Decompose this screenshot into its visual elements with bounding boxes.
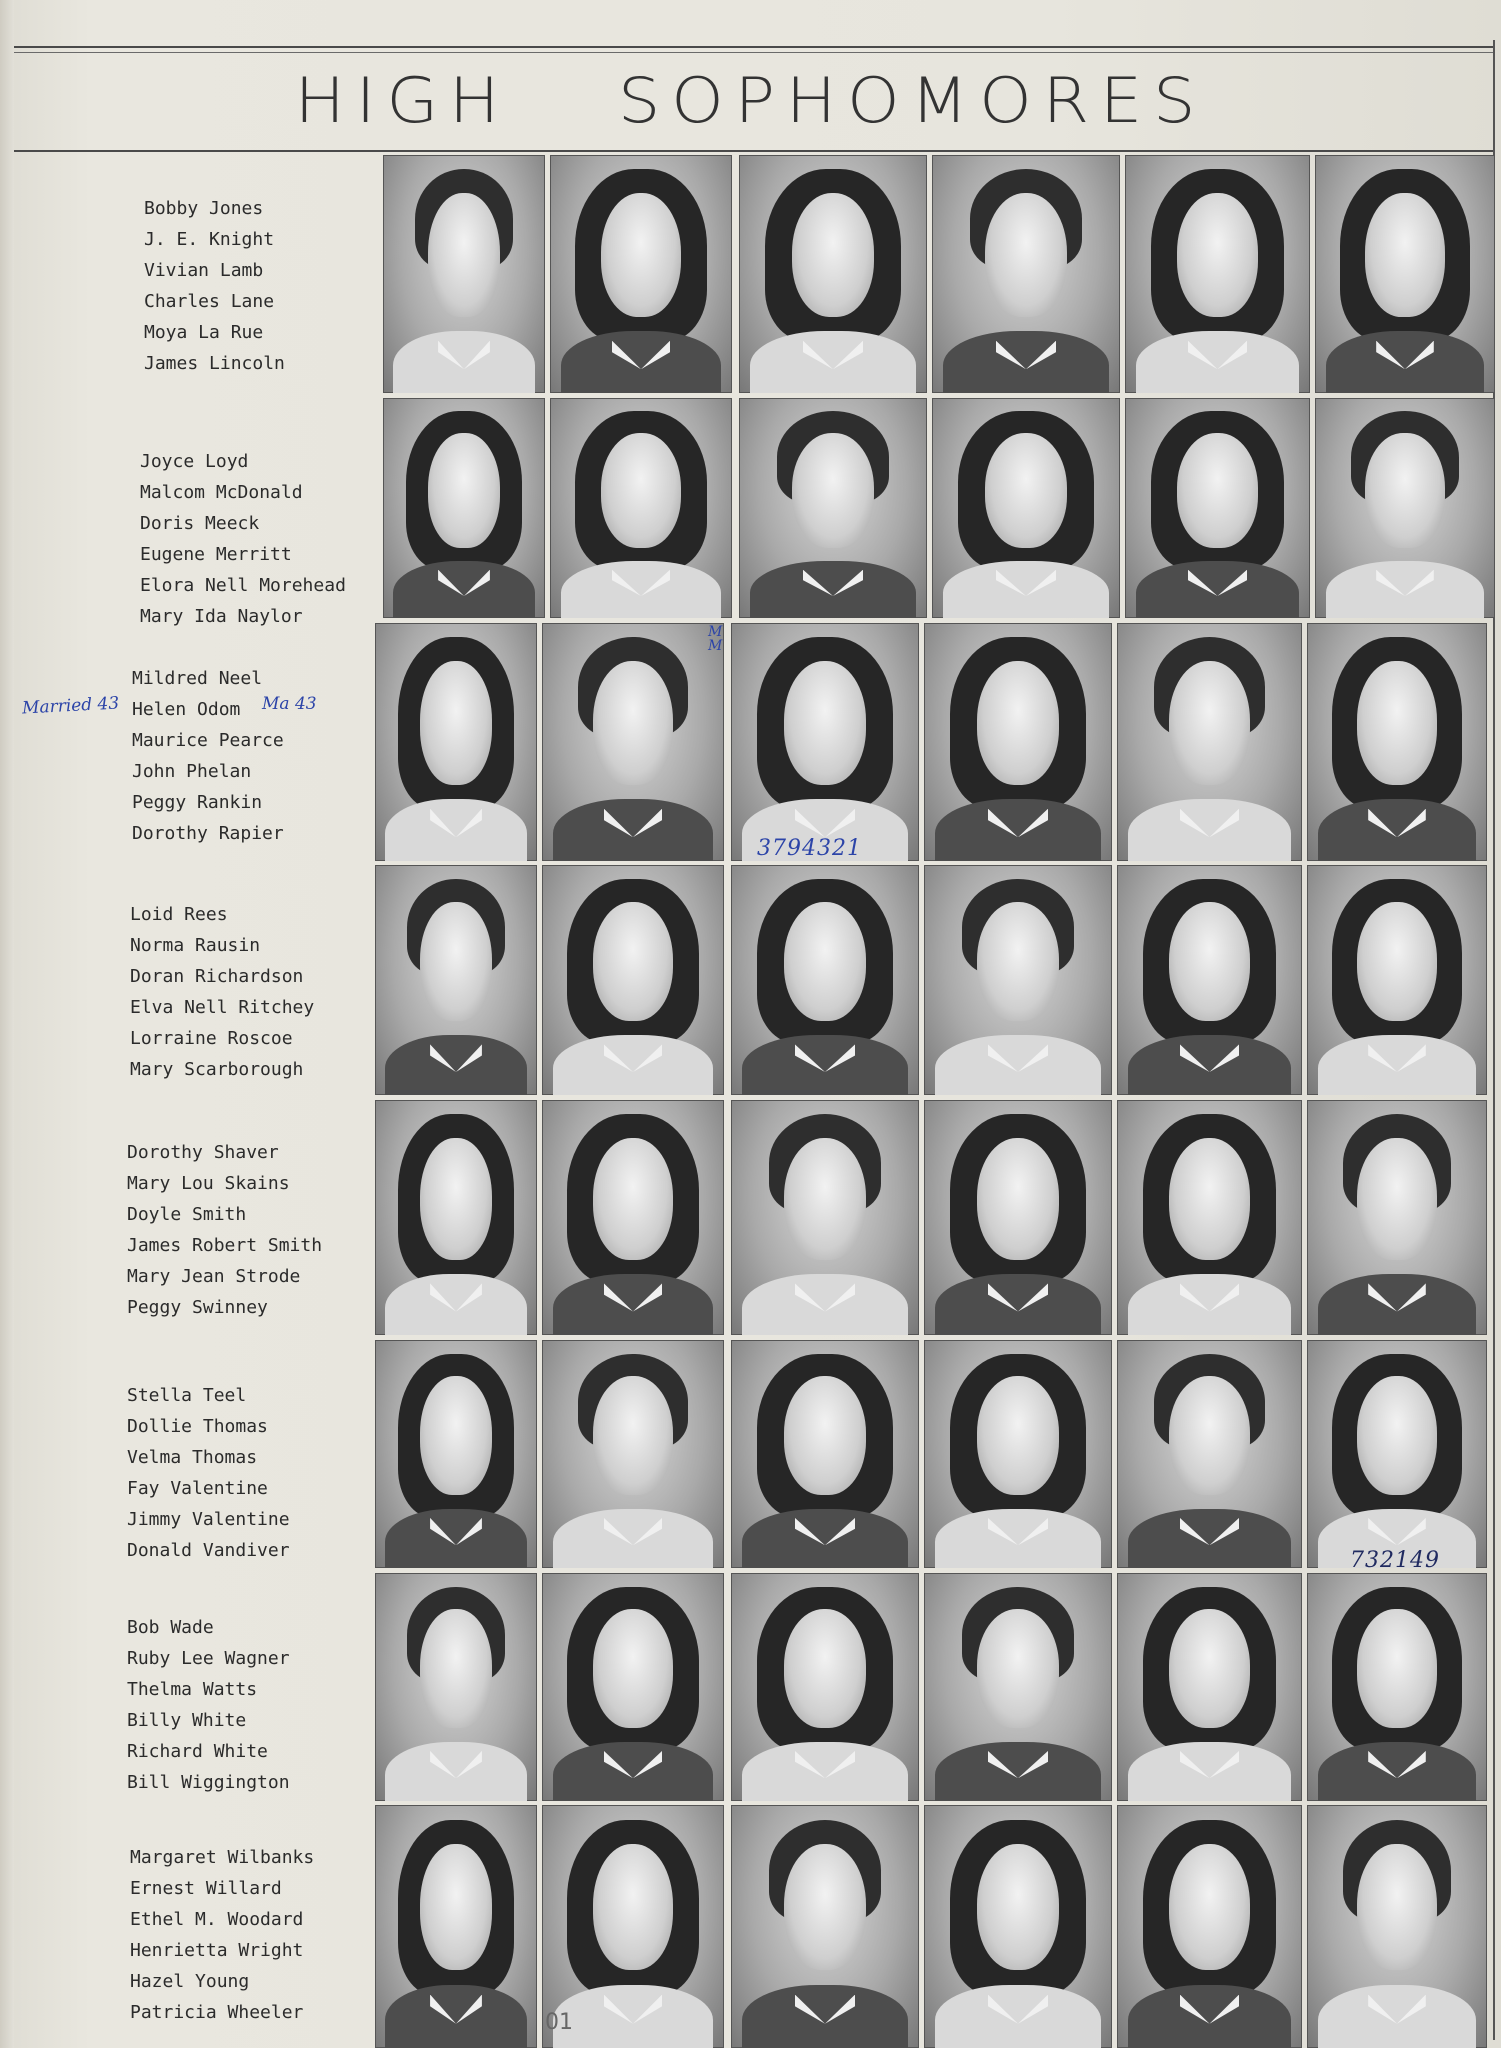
portrait-face	[792, 433, 875, 547]
portrait-face	[593, 1138, 673, 1260]
portrait-face	[1357, 1376, 1436, 1495]
portrait-shoulders	[553, 1985, 713, 2048]
student-portrait	[383, 155, 545, 393]
student-portrait	[375, 865, 537, 1095]
name-list-group	[127, 1137, 377, 1323]
portrait-face	[593, 1376, 673, 1495]
portrait-shoulders	[742, 1742, 907, 1801]
handwritten-note-mm: M M	[708, 624, 723, 654]
portrait-face	[593, 902, 673, 1022]
student-name: Lorraine Roscoe	[130, 1028, 293, 1049]
portrait-shoulders	[935, 1985, 1100, 2048]
handwritten-note-ma: Ma 43	[262, 694, 317, 714]
portrait-face	[792, 193, 875, 317]
student-name: Margaret Wilbanks	[130, 1847, 315, 1868]
portrait-shoulders	[385, 1509, 528, 1568]
student-name: Jimmy Valentine	[127, 1509, 290, 1530]
portrait-shoulders	[1326, 561, 1484, 618]
student-portrait	[1315, 398, 1495, 618]
student-name: Doyle Smith	[127, 1204, 247, 1225]
portrait-shoulders	[742, 1274, 907, 1335]
student-name: Dollie Thomas	[127, 1416, 268, 1437]
student-portrait	[731, 865, 919, 1095]
student-name: Loid Rees	[130, 904, 228, 925]
student-portrait	[1117, 1805, 1302, 2048]
student-name: Patricia Wheeler	[130, 2002, 304, 2023]
header-bottom-rule	[14, 150, 1495, 152]
portrait-shoulders	[393, 561, 536, 618]
student-portrait	[924, 623, 1112, 861]
portrait-face	[1169, 1138, 1250, 1260]
name-list-group	[130, 1842, 380, 2028]
student-name: Peggy Rankin	[132, 792, 263, 813]
student-name: Mary Ida Naylor	[140, 606, 303, 627]
portrait-shoulders	[561, 331, 721, 393]
student-portrait	[924, 1100, 1112, 1335]
portrait-shoulders	[553, 1274, 713, 1335]
student-name: Dorothy Rapier	[132, 823, 284, 844]
portrait-face	[1169, 1609, 1250, 1728]
student-portrait	[1307, 623, 1487, 861]
portrait-face	[784, 1609, 867, 1728]
student-name: Elora Nell Morehead	[140, 575, 346, 596]
portrait-shoulders	[553, 1509, 713, 1568]
student-portrait	[542, 1573, 724, 1801]
portrait-face	[428, 433, 499, 547]
portrait-face	[420, 661, 491, 785]
portrait-face	[784, 661, 867, 785]
student-name: Fay Valentine	[127, 1478, 268, 1499]
portrait-face	[1169, 1844, 1250, 1970]
portrait-face	[977, 1844, 1060, 1970]
student-name: Hazel Young	[130, 1971, 250, 1992]
portrait-face	[977, 1138, 1060, 1260]
portrait-shoulders	[1128, 1985, 1291, 2048]
portrait-shoulders	[1128, 799, 1291, 861]
portrait-face	[977, 902, 1060, 1022]
portrait-face	[985, 193, 1068, 317]
student-name: Stella Teel	[127, 1385, 247, 1406]
student-name: Bill Wiggington	[127, 1772, 290, 1793]
student-portrait	[731, 1340, 919, 1568]
portrait-face	[1365, 193, 1444, 317]
portrait-face	[420, 1376, 491, 1495]
portrait-shoulders	[1128, 1035, 1291, 1095]
student-portrait	[550, 155, 732, 393]
portrait-shoulders	[742, 1035, 907, 1095]
portrait-shoulders	[1318, 1035, 1476, 1095]
portrait-shoulders	[742, 1985, 907, 2048]
portrait-face	[1177, 433, 1258, 547]
portrait-shoulders	[1318, 799, 1476, 861]
student-name: Moya La Rue	[144, 322, 264, 343]
portrait-shoulders	[943, 331, 1108, 393]
portrait-face	[977, 1609, 1060, 1728]
student-portrait	[375, 1340, 537, 1568]
student-name: Dorothy Shaver	[127, 1142, 279, 1163]
portrait-face	[784, 1844, 867, 1970]
student-name: Henrietta Wright	[130, 1940, 304, 1961]
portrait-face	[420, 1844, 491, 1970]
photo-grid	[380, 155, 1495, 2048]
student-name: Thelma Watts	[127, 1679, 258, 1700]
student-portrait	[1315, 155, 1495, 393]
handwritten-number-1: 3794321	[757, 836, 862, 861]
student-portrait	[550, 398, 732, 618]
student-portrait	[924, 1805, 1112, 2048]
student-portrait	[731, 1100, 919, 1335]
portrait-face	[784, 902, 867, 1022]
portrait-face	[601, 193, 681, 317]
student-portrait	[1117, 865, 1302, 1095]
student-portrait	[542, 865, 724, 1095]
student-portrait	[1307, 1100, 1487, 1335]
handwritten-number-2: 732149	[1350, 1548, 1440, 1573]
student-portrait	[924, 1340, 1112, 1568]
student-portrait	[375, 623, 537, 861]
student-portrait	[1307, 1573, 1487, 1801]
top-rule	[14, 46, 1495, 48]
portrait-shoulders	[935, 1509, 1100, 1568]
student-portrait	[1117, 623, 1302, 861]
portrait-shoulders	[553, 1742, 713, 1801]
portrait-shoulders	[1318, 1274, 1476, 1335]
student-portrait	[375, 1573, 537, 1801]
portrait-face	[601, 433, 681, 547]
portrait-face	[985, 433, 1068, 547]
portrait-face	[977, 1376, 1060, 1495]
portrait-face	[428, 193, 499, 317]
portrait-shoulders	[385, 1985, 528, 2048]
student-portrait	[1125, 398, 1310, 618]
student-portrait	[924, 1573, 1112, 1801]
portrait-face	[420, 1138, 491, 1260]
portrait-shoulders	[385, 1274, 528, 1335]
portrait-face	[1169, 902, 1250, 1022]
student-name: Mildred Neel	[132, 668, 263, 689]
portrait-shoulders	[1128, 1509, 1291, 1568]
portrait-face	[784, 1138, 867, 1260]
student-name: Mary Jean Strode	[127, 1266, 301, 1287]
portrait-shoulders	[385, 1035, 528, 1095]
portrait-shoulders	[742, 1509, 907, 1568]
portrait-shoulders	[1136, 561, 1299, 618]
portrait-face	[1177, 193, 1258, 317]
name-list-group	[127, 1612, 377, 1798]
student-name: Vivian Lamb	[144, 260, 264, 281]
student-portrait	[924, 865, 1112, 1095]
portrait-shoulders	[1128, 1742, 1291, 1801]
student-portrait	[739, 398, 927, 618]
portrait-face	[1357, 661, 1436, 785]
pencil-page-mark: 01	[545, 2010, 573, 2035]
portrait-face	[1169, 1376, 1250, 1495]
student-name: Ruby Lee Wagner	[127, 1648, 290, 1669]
student-name: James Lincoln	[144, 353, 285, 374]
binding-edge	[0, 0, 14, 2048]
student-name: Malcom McDonald	[140, 482, 303, 503]
portrait-shoulders	[385, 799, 528, 861]
student-name: Peggy Swinney	[127, 1297, 268, 1318]
student-name: Billy White	[127, 1710, 247, 1731]
student-portrait	[739, 155, 927, 393]
portrait-face	[420, 1609, 491, 1728]
student-portrait	[1307, 865, 1487, 1095]
student-portrait	[542, 1340, 724, 1568]
student-portrait	[1117, 1573, 1302, 1801]
portrait-face	[593, 1844, 673, 1970]
name-list-group	[132, 663, 382, 849]
student-portrait	[731, 1805, 919, 2048]
student-name: Elva Nell Ritchey	[130, 997, 315, 1018]
page-title: HIGH SOPHOMORES	[294, 64, 1207, 137]
portrait-shoulders	[1128, 1274, 1291, 1335]
portrait-shoulders	[935, 799, 1100, 861]
student-portrait	[1117, 1100, 1302, 1335]
name-list-group	[140, 446, 390, 632]
portrait-face	[1357, 1844, 1436, 1970]
student-portrait	[731, 623, 919, 861]
student-name: Joyce Loyd	[140, 451, 249, 472]
student-name: Charles Lane	[144, 291, 275, 312]
student-portrait	[542, 623, 724, 861]
student-name: James Robert Smith	[127, 1235, 323, 1256]
student-name: Bob Wade	[127, 1617, 214, 1638]
portrait-shoulders	[385, 1742, 528, 1801]
portrait-face	[420, 902, 491, 1022]
student-name: Ernest Willard	[130, 1878, 282, 1899]
student-portrait	[1307, 1340, 1487, 1568]
student-name: Doran Richardson	[130, 966, 304, 987]
portrait-shoulders	[935, 1035, 1100, 1095]
student-name: Norma Rausin	[130, 935, 261, 956]
student-name: Maurice Pearce	[132, 730, 284, 751]
student-portrait	[1307, 1805, 1487, 2048]
student-portrait	[383, 398, 545, 618]
student-portrait	[932, 398, 1120, 618]
portrait-shoulders	[1326, 331, 1484, 393]
portrait-face	[1365, 433, 1444, 547]
student-portrait	[375, 1100, 537, 1335]
student-name: Ethel M. Woodard	[130, 1909, 304, 1930]
portrait-shoulders	[935, 1742, 1100, 1801]
student-name: Richard White	[127, 1741, 268, 1762]
portrait-face	[1357, 902, 1436, 1022]
portrait-face	[784, 1376, 867, 1495]
portrait-shoulders	[750, 561, 915, 618]
portrait-shoulders	[1318, 1742, 1476, 1801]
student-name: Bobby Jones	[144, 198, 264, 219]
portrait-shoulders	[943, 561, 1108, 618]
portrait-shoulders	[1136, 331, 1299, 393]
portrait-face	[977, 661, 1060, 785]
name-list-group	[144, 193, 394, 379]
portrait-face	[593, 1609, 673, 1728]
student-name: Helen Odom	[132, 699, 241, 720]
student-portrait	[1125, 155, 1310, 393]
student-name: Mary Lou Skains	[127, 1173, 290, 1194]
portrait-shoulders	[393, 331, 536, 393]
student-name: Eugene Merritt	[140, 544, 292, 565]
student-name: J. E. Knight	[144, 229, 275, 250]
student-name: Doris Meeck	[140, 513, 260, 534]
portrait-face	[1169, 661, 1250, 785]
portrait-shoulders	[553, 1035, 713, 1095]
student-name: Velma Thomas	[127, 1447, 258, 1468]
portrait-face	[593, 661, 673, 785]
student-portrait	[375, 1805, 537, 2048]
portrait-shoulders	[561, 561, 721, 618]
student-name: Mary Scarborough	[130, 1059, 304, 1080]
portrait-shoulders	[553, 799, 713, 861]
portrait-shoulders	[1318, 1985, 1476, 2048]
name-list-group	[130, 899, 380, 1085]
portrait-shoulders	[935, 1274, 1100, 1335]
portrait-face	[1357, 1609, 1436, 1728]
student-name: Donald Vandiver	[127, 1540, 290, 1561]
student-portrait	[542, 1100, 724, 1335]
student-portrait	[932, 155, 1120, 393]
student-name: John Phelan	[132, 761, 252, 782]
student-portrait	[731, 1573, 919, 1801]
top-rule-thin	[14, 52, 1495, 53]
student-portrait	[1117, 1340, 1302, 1568]
handwritten-note-married: Married 43	[21, 693, 120, 719]
name-list-group	[127, 1380, 377, 1566]
portrait-face	[1357, 1138, 1436, 1260]
portrait-shoulders	[750, 331, 915, 393]
